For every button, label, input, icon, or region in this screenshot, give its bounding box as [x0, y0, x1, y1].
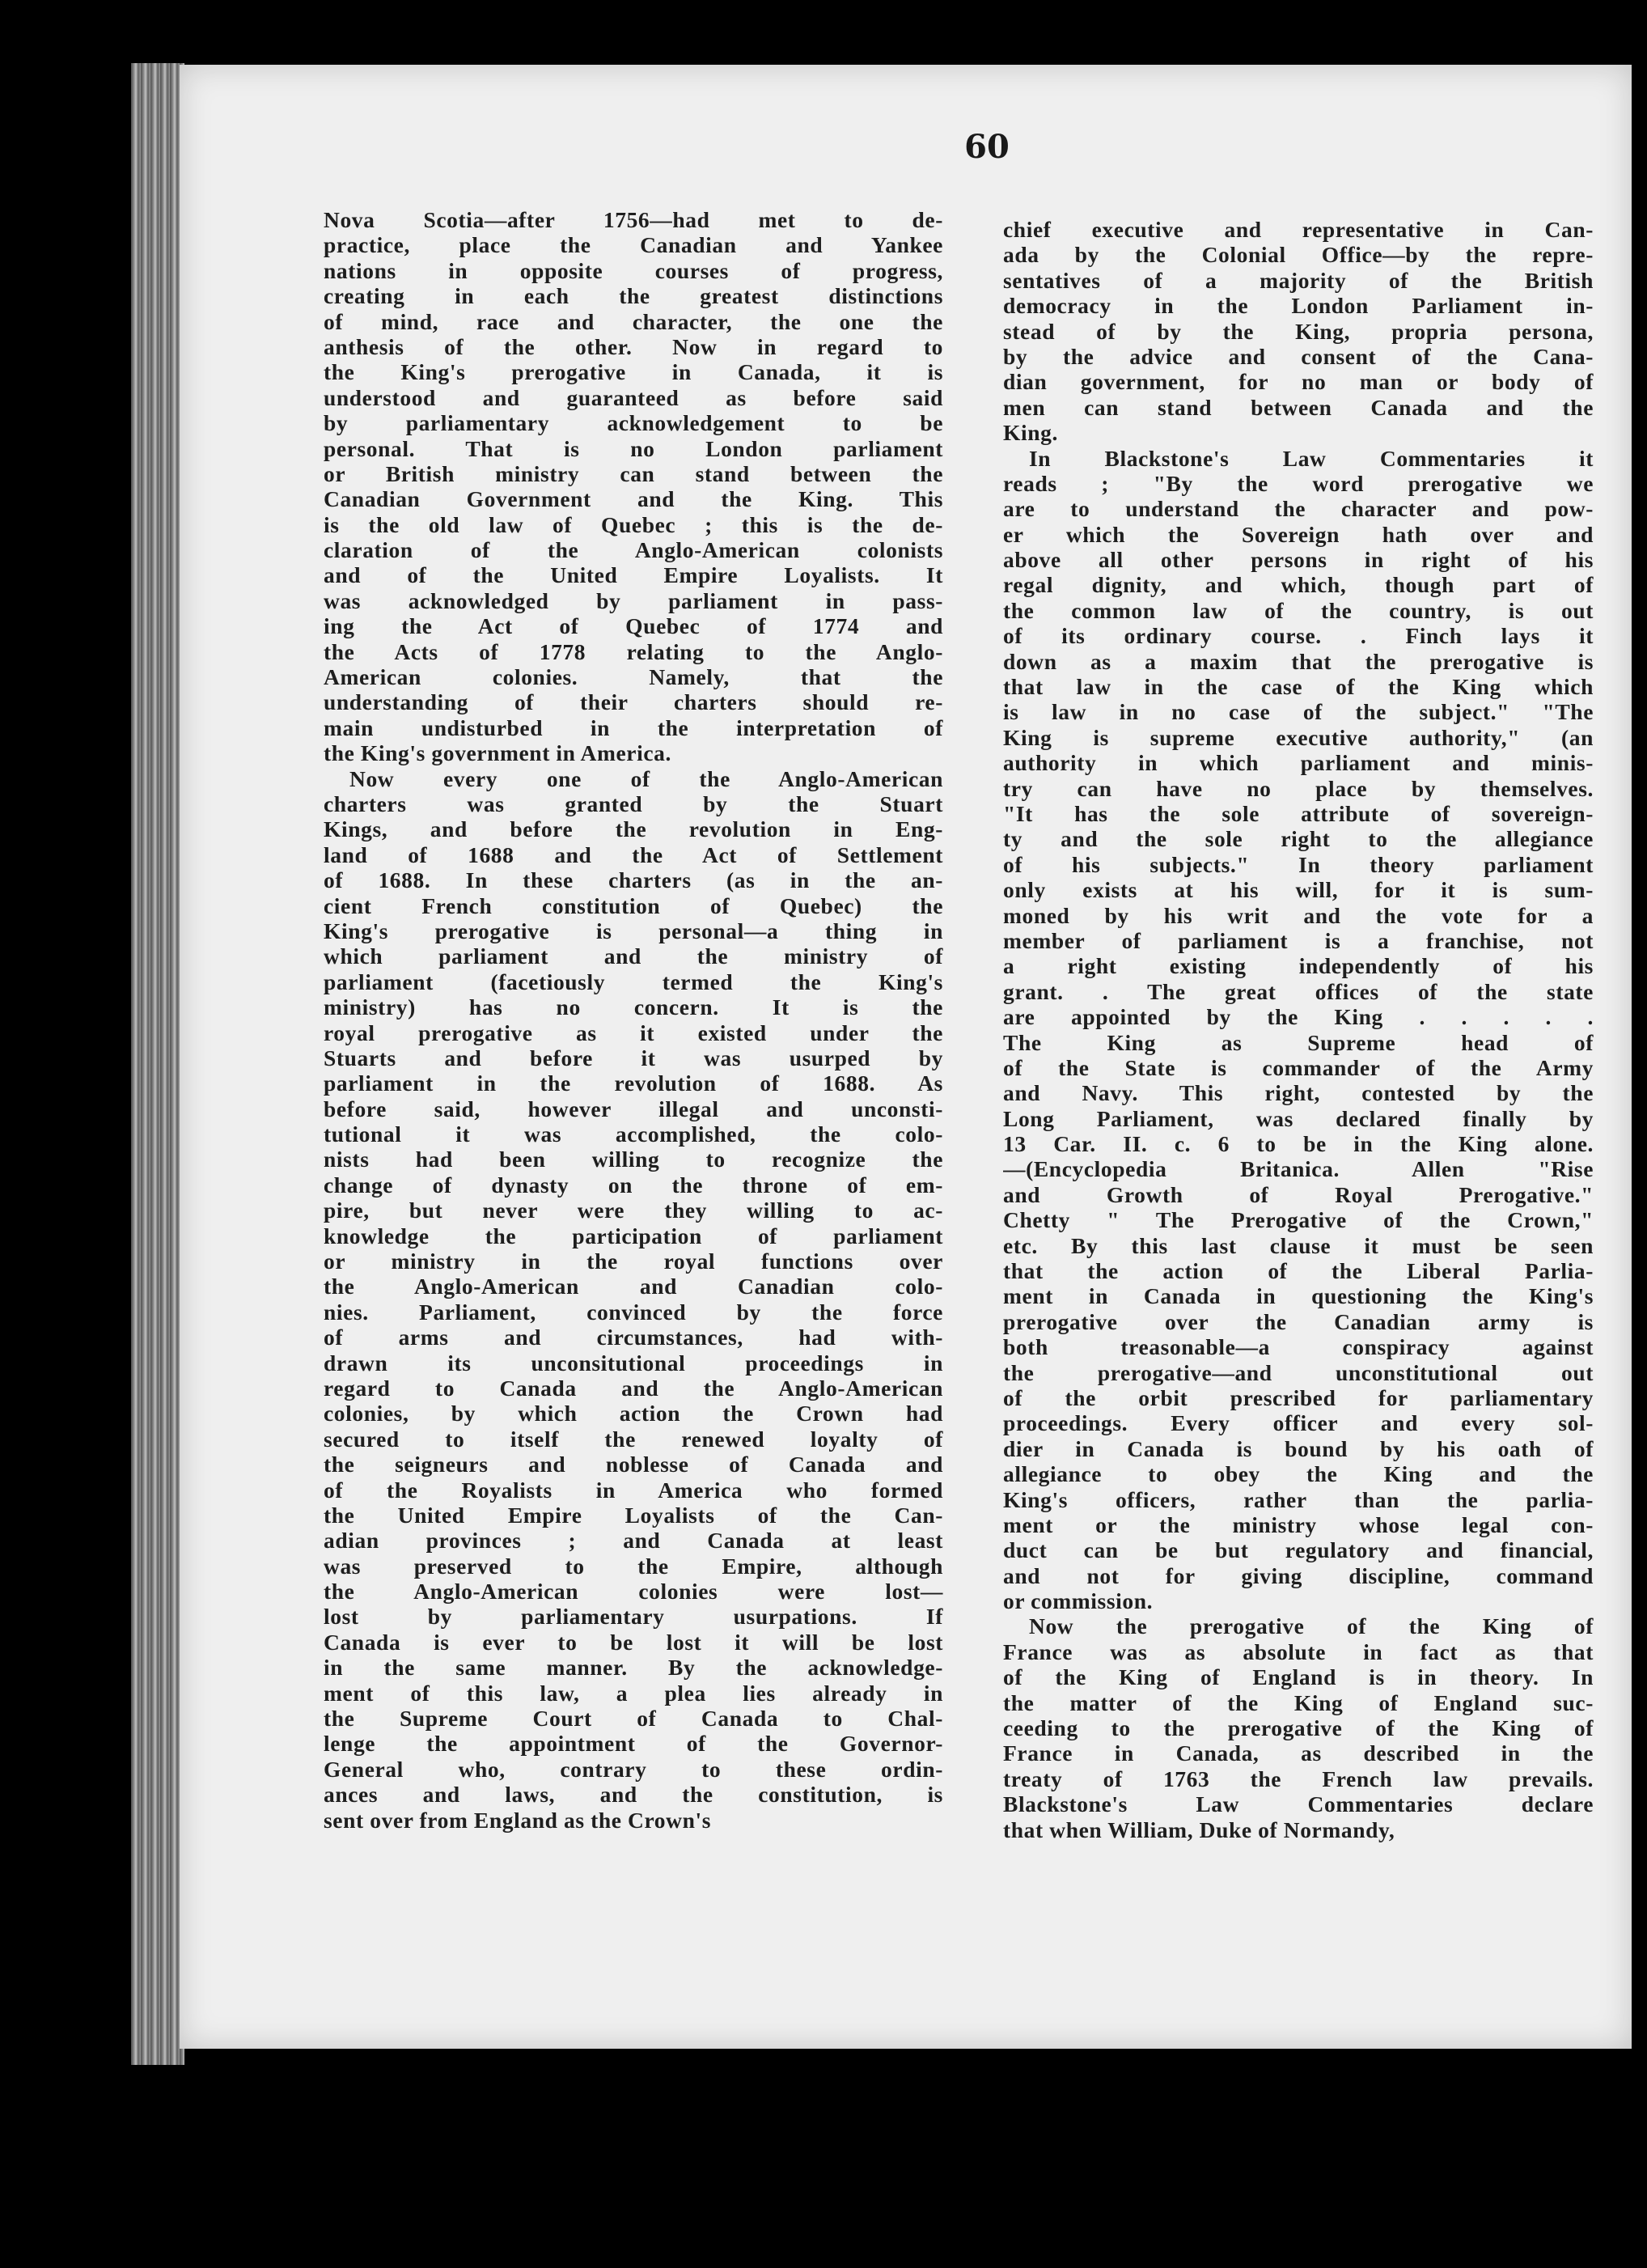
left-column-text-line: nists had been willing to recognize the	[324, 1147, 943, 1172]
left-column-text-line: ministry) has no concern. It is the	[324, 994, 943, 1020]
left-column-text-line: King's prerogative is personal—a thing in	[324, 918, 943, 943]
right-column-text-line: stead of by the King, propria persona,	[1003, 318, 1594, 344]
right-column-text-line: the matter of the King of England suc-	[1003, 1689, 1594, 1715]
left-column-text-line: the seigneurs and noblesse of Canada and	[324, 1452, 943, 1477]
right-column-text-line: sentatives of a majority of the British	[1003, 267, 1594, 293]
left-column-text-line: Canada is ever to be lost it will be lost	[324, 1629, 943, 1655]
right-column-text-line: above all other persons in right of his	[1003, 547, 1594, 573]
right-column-text-line: and not for giving discipline, command	[1003, 1562, 1594, 1588]
left-column-text-line: claration of the Anglo-American colonists	[324, 537, 943, 563]
left-column-text-line: before said, however illegal and unconsti-	[324, 1096, 943, 1121]
left-column-text-line: which parliament and the ministry of	[324, 943, 943, 969]
right-column-text-line: proceedings. Every officer and every sol-	[1003, 1410, 1594, 1436]
left-column-text-line: Now every one of the Anglo-American	[349, 765, 943, 791]
left-column-text-line: or British ministry can stand between the	[324, 460, 943, 486]
right-column-text-line: of its ordinary course. . Finch lays it	[1003, 623, 1594, 649]
right-column-text-line: dian government, for no man or body of	[1003, 369, 1594, 395]
right-column-text-line: the common law of the country, is out	[1003, 597, 1594, 623]
right-column-text-line: chief executive and representative in Can-	[1003, 217, 1594, 242]
left-column-text-line: of arms and circumstances, had with-	[324, 1325, 943, 1350]
book-binding-edge	[131, 63, 184, 2065]
right-column-text-line: reads ; "By the word prerogative we	[1003, 470, 1594, 496]
left-column-text-line: nations in opposite courses of progress,	[324, 257, 943, 283]
right-column-text-line: both treasonable—a conspiracy against	[1003, 1334, 1594, 1360]
left-column-text-line: understanding of their charters should re-	[324, 689, 943, 715]
left-column-text-line: American colonies. Namely, that the	[324, 664, 943, 690]
left-column-text-line: secured to itself the renewed loyalty of	[324, 1426, 943, 1452]
right-column-text-line: allegiance to obey the King and the	[1003, 1461, 1594, 1487]
right-column-text-line: are appointed by the King . . . . .	[1003, 1004, 1594, 1030]
right-column-text-line: dier in Canada is bound by his oath of	[1003, 1435, 1594, 1461]
right-column-text-line: by the advice and consent of the Cana-	[1003, 343, 1594, 369]
left-column-text-line: nies. Parliament, convinced by the force	[324, 1299, 943, 1325]
left-column-text-line: was acknowledged by parliament in pass-	[324, 587, 943, 613]
left-column-text-line: the King's government in America.	[324, 740, 671, 766]
left-column-text-line: of 1688. In these charters (as in the an-	[324, 867, 943, 893]
right-column-text-line: that the action of the Liberal Parlia-	[1003, 1258, 1594, 1284]
right-text-column	[1003, 217, 1594, 1842]
right-column-text-line: Long Parliament, was declared finally by	[1003, 1105, 1594, 1131]
left-column-text-line: regard to Canada and the Anglo-American	[324, 1375, 943, 1401]
left-column-text-line: creating in each the greatest distinctions	[324, 283, 943, 309]
left-column-text-line: of mind, race and character, the one the	[324, 308, 943, 334]
left-column-text-line: General who, contrary to these ordin-	[324, 1756, 943, 1782]
left-column-text-line: tutional it was accomplished, the colo-	[324, 1121, 943, 1147]
left-column-text-line: the Anglo-American colonies were lost—	[324, 1579, 943, 1605]
right-column-text-line: King.	[1003, 420, 1058, 446]
right-column-text-line: Chetty " The Prerogative of the Crown,"	[1003, 1207, 1594, 1233]
right-column-text-line: authority in which parliament and minis-	[1003, 750, 1594, 776]
right-column-text-line: down as a maxim that the prerogative is	[1003, 648, 1594, 674]
right-column-text-line: In Blackstone's Law Commentaries it	[1029, 445, 1594, 471]
left-column-text-line: the Anglo-American and Canadian colo-	[324, 1274, 943, 1299]
left-column-text-line: by parliamentary acknowledgement to be	[324, 410, 943, 436]
left-column-text-line: colonies, by which action the Crown had	[324, 1401, 943, 1427]
right-column-text-line: France was as absolute in fact as that	[1003, 1638, 1594, 1664]
left-column-text-line: Kings, and before the revolution in Eng-	[324, 816, 943, 842]
right-column-text-line: France in Canada, as described in the	[1003, 1740, 1594, 1766]
left-column-text-line: lost by parliamentary usurpations. If	[324, 1604, 943, 1630]
right-column-text-line: men can stand between Canada and the	[1003, 394, 1594, 420]
right-column-text-line: and Navy. This right, contested by the	[1003, 1080, 1594, 1106]
right-column-text-line: grant. . The great offices of the state	[1003, 978, 1594, 1004]
right-column-text-line: of his subjects." In theory parliament	[1003, 851, 1594, 877]
right-column-text-line: of the orbit prescribed for parliamentary	[1003, 1384, 1594, 1410]
right-column-text-line: King is supreme executive authority," (an	[1003, 724, 1594, 750]
right-column-text-line: the prerogative—and unconstitutional out	[1003, 1359, 1594, 1385]
left-column-text-line: cient French constitution of Quebec) the	[324, 892, 943, 918]
left-column-text-line: sent over from England as the Crown's	[324, 1807, 712, 1833]
right-column-text-line: Now the prerogative of the King of	[1029, 1613, 1594, 1639]
left-column-text-line: change of dynasty on the throne of em-	[324, 1172, 943, 1198]
right-column-text-line: ment or the ministry whose legal con-	[1003, 1511, 1594, 1537]
left-column-text-line: of the Royalists in America who formed	[324, 1477, 943, 1503]
right-column-text-line: ment in Canada in questioning the King's	[1003, 1283, 1594, 1309]
left-column-text-line: Stuarts and before it was usurped by	[324, 1045, 943, 1070]
left-column-text-line: pire, but never were they willing to ac-	[324, 1198, 943, 1223]
right-column-text-line: prerogative over the Canadian army is	[1003, 1308, 1594, 1334]
left-column-text-line: Canadian Government and the King. This	[324, 486, 943, 512]
right-column-text-line: that when William, Duke of Normandy,	[1003, 1817, 1395, 1842]
page-number: 60	[964, 128, 1010, 166]
left-column-text-line: in the same manner. By the acknowledge-	[324, 1655, 943, 1681]
right-column-text-line: a right existing independently of his	[1003, 953, 1594, 979]
right-column-text-line: ceeding to the prerogative of the King of	[1003, 1715, 1594, 1741]
left-column-text-line: main undisturbed in the interpretation of	[324, 714, 943, 740]
left-column-text-line: the Acts of 1778 relating to the Anglo-	[324, 638, 943, 664]
right-column-text-line: er which the Sovereign hath over and	[1003, 521, 1594, 547]
right-column-text-line: only exists at his will, for it is sum-	[1003, 877, 1594, 903]
right-column-text-line: or commission.	[1003, 1588, 1154, 1614]
right-column-text-line: etc. By this last clause it must be seen	[1003, 1232, 1594, 1258]
right-column-text-line: —(Encyclopedia Britanica. Allen "Rise	[1003, 1156, 1594, 1182]
left-column-text-line: understood and guaranteed as before said	[324, 384, 943, 410]
right-column-text-line: regal dignity, and which, though part of	[1003, 572, 1594, 598]
right-column-text-line: of the State is commander of the Army	[1003, 1054, 1594, 1080]
left-column-text-line: and of the United Empire Loyalists. It	[324, 562, 943, 588]
left-column-text-line: personal. That is no London parliament	[324, 435, 943, 461]
left-column-text-line: or ministry in the royal functions over	[324, 1248, 943, 1274]
left-column-text-line: parliament (facetiously termed the King's	[324, 969, 943, 994]
left-column-text-line: ances and laws, and the constitution, is	[324, 1782, 943, 1808]
left-column-text-line: charters was granted by the Stuart	[324, 791, 943, 816]
right-column-text-line: of the King of England is in theory. In	[1003, 1664, 1594, 1690]
right-column-text-line: democracy in the London Parliament in-	[1003, 293, 1594, 319]
left-column-text-line: practice, place the Canadian and Yankee	[324, 232, 943, 258]
right-column-text-line: moned by his writ and the vote for a	[1003, 902, 1594, 928]
right-column-text-line: Blackstone's Law Commentaries declare	[1003, 1791, 1594, 1817]
left-column-text-line: was preserved to the Empire, although	[324, 1553, 943, 1579]
left-column-text-line: the Supreme Court of Canada to Chal-	[324, 1706, 943, 1732]
left-column-text-line: the King's prerogative in Canada, it is	[324, 359, 943, 385]
right-column-text-line: are to understand the character and pow-	[1003, 496, 1594, 522]
left-column-text-line: parliament in the revolution of 1688. As	[324, 1070, 943, 1096]
right-column-text-line: that law in the case of the King which	[1003, 674, 1594, 700]
left-column-text-line: knowledge the participation of parliament	[324, 1223, 943, 1248]
left-column-text-line: drawn its unconsitutional proceedings in	[324, 1350, 943, 1376]
left-column-text-line: lenge the appointment of the Governor-	[324, 1731, 943, 1757]
right-column-text-line: King's officers, rather than the parlia-	[1003, 1486, 1594, 1512]
right-column-text-line: duct can be but regulatory and financial,	[1003, 1537, 1594, 1563]
left-column-text-line: anthesis of the other. Now in regard to	[324, 333, 943, 359]
right-column-text-line: treaty of 1763 the French law prevails.	[1003, 1766, 1594, 1791]
right-column-text-line: 13 Car. II. c. 6 to be in the King alone.	[1003, 1131, 1594, 1157]
right-column-text-line: try can have no place by themselves.	[1003, 775, 1594, 801]
left-column-text-line: Nova Scotia—after 1756—had met to de-	[324, 207, 943, 232]
left-column-text-line: ing the Act of Quebec of 1774 and	[324, 613, 943, 639]
right-column-text-line: member of parliament is a franchise, not	[1003, 927, 1594, 953]
left-column-text-line: royal prerogative as it existed under the	[324, 1020, 943, 1045]
left-column-text-line: the United Empire Loyalists of the Can-	[324, 1502, 943, 1528]
left-text-column	[324, 207, 943, 1833]
right-column-text-line: is law in no case of the subject." "The	[1003, 699, 1594, 725]
right-column-text-line: ty and the sole right to the allegiance	[1003, 826, 1594, 852]
left-column-text-line: is the old law of Quebec ; this is the de-	[324, 511, 943, 537]
right-column-text-line: "It has the sole attribute of sovereign-	[1003, 800, 1594, 826]
left-column-text-line: ment of this law, a plea lies already in	[324, 1680, 943, 1706]
right-column-text-line: The King as Supreme head of	[1003, 1029, 1594, 1055]
left-column-text-line: land of 1688 and the Act of Settlement	[324, 841, 943, 867]
right-column-text-line: ada by the Colonial Office—by the repre-	[1003, 242, 1594, 268]
left-column-text-line: adian provinces ; and Canada at least	[324, 1528, 943, 1554]
right-column-text-line: and Growth of Royal Prerogative."	[1003, 1181, 1594, 1207]
